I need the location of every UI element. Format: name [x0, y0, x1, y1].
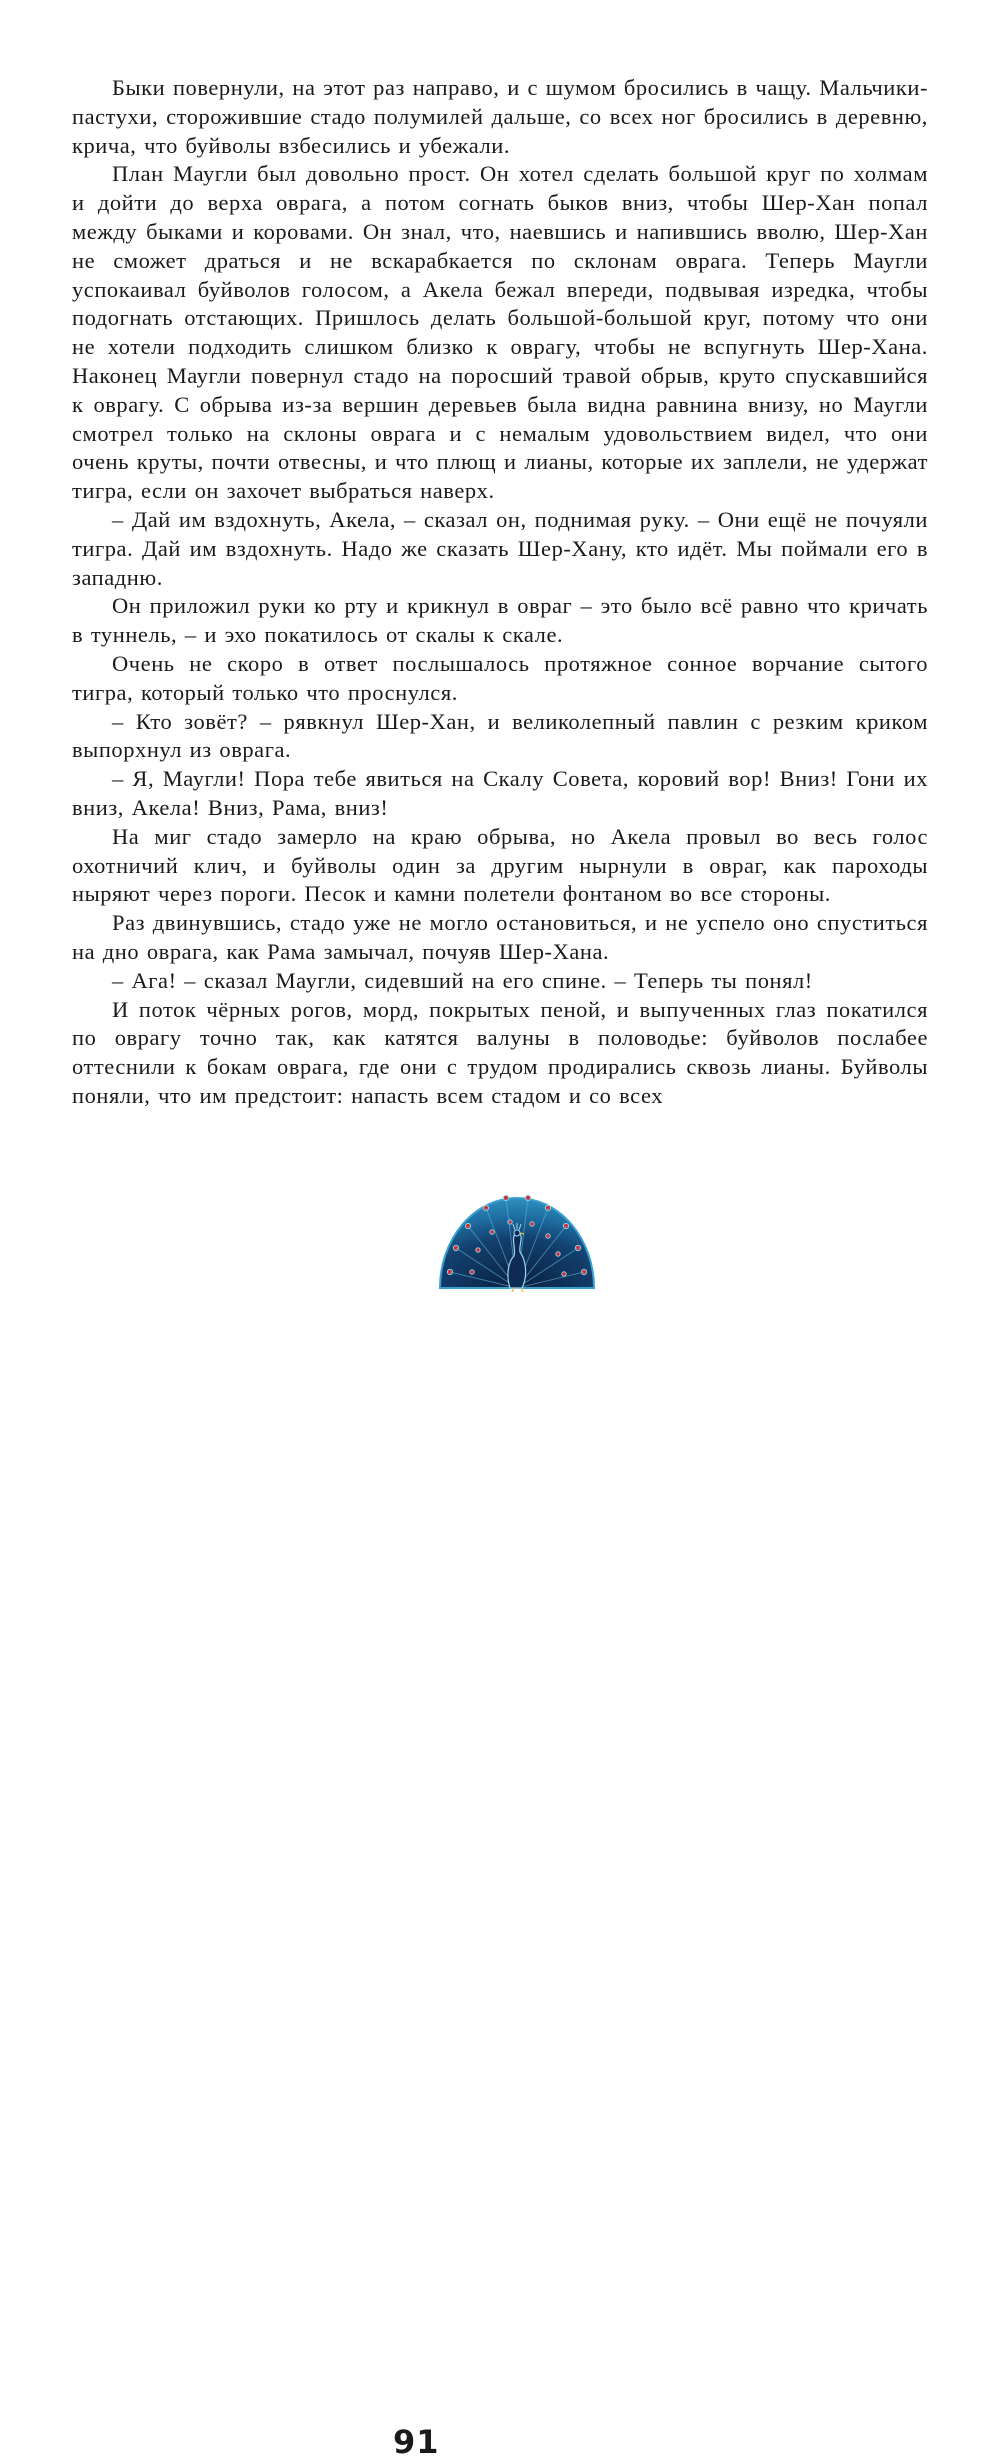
paragraph: – Я, Маугли! Пора тебе явиться на Скалу Совета, коровий вор! Вниз! Гони их вниз, Акела! Вниз, Рама, вниз!	[72, 766, 928, 820]
paragraph: План Маугли был довольно прост. Он хотел сделать большой круг по холмам и дойти до верха оврага, а потом согнать быков вниз, чтобы Шер-Хан попал между быками и коровами. Он знал, что, наевшись и напившись вволю, Шер-Хан не сможет драться и не вскарабкается по склонам оврага. Теперь Маугли успокаивал буйволов голосом, а Акела бежал впереди, подвывая изредка, чтобы подогнать отстающих. Пришлось делать большой-большой круг, потому что они не хотели подходить слишком близко к оврагу, чтобы не вспугнуть Шер-Хана. Наконец Маугли повернул стадо на поросший травой обрыв, круто спускавшийся к оврагу. С обрыва из-за вершин деревьев была видна равнина внизу, но Маугли смотрел только на склоны оврага и с немалым удовольствием видел, что они очень круты, почти отвесны, и что плющ и лианы, которые их заплели, не удержат тигра, если он захочет выбраться наверх.	[72, 161, 928, 504]
page-number: 91	[393, 2423, 440, 2461]
paragraph: Быки повернули, на этот раз направо, и с шумом бросились в чащу. Мальчики-пастухи, сторожившие стадо полумилей дальше, со всех ног бросились в деревню, крича, что буйволы взбесились и убежали.	[72, 75, 928, 158]
paragraph: Раз двинувшись, стадо уже не могло остановиться, и не успело оно спуститься на дно оврага, как Рама замычал, почуяв Шер-Хана.	[72, 910, 928, 964]
paragraph: – Кто зовёт? – рявкнул Шер-Хан, и великолепный павлин с резким криком выпорхнул из оврага.	[72, 708, 928, 763]
paragraph: – Ага! – сказал Маугли, сидевший на его спине. – Теперь ты понял!	[112, 967, 813, 993]
peacock-icon	[436, 1176, 598, 1292]
paragraph: На миг стадо замерло на краю обрыва, но Акела провыл во весь голос охотничий клич, и буйволы один за другим нырнули в овраг, как пароходы ныряют через пороги. Песок и камни полетели фонтаном во все стороны.	[72, 823, 928, 907]
paragraph: Он приложил руки ко рту и крикнул в овраг – это было всё равно что кричать в туннель, – и эхо покатилось от скалы к скале.	[72, 593, 928, 648]
paragraph: И поток чёрных рогов, морд, покрытых пеной, и выпученных глаз покатился по оврагу точно так, как катятся валуны в половодье: буйволов послабее оттеснили к бокам оврага, где они с трудом продирались сквозь лианы. Буйволы поняли, что им предстоит: напасть всем стадом и со всех	[72, 996, 928, 1108]
paragraph: Очень не скоро в ответ послышалось протяжное сонное ворчание сытого тигра, который только что проснулся.	[72, 650, 928, 705]
body-text	[72, 74, 928, 1111]
paragraph: – Дай им вздохнуть, Акела, – сказал он, поднимая руку. – Они ещё не почуяли тигра. Дай им вздохнуть. Надо же сказать Шер-Хану, кто идёт. Мы поймали его в западню.	[72, 506, 928, 590]
